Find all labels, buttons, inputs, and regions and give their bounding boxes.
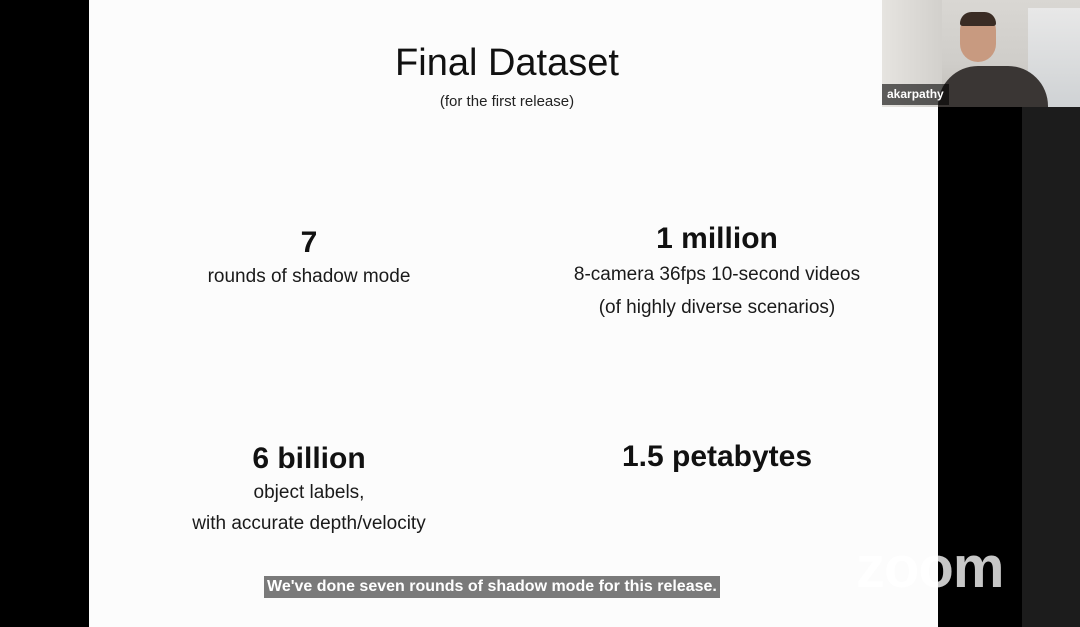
stat-description: rounds of shadow mode [207, 266, 411, 287]
stat-value: 1 million [656, 222, 778, 255]
stat-description: object labels, [253, 482, 365, 503]
stat-description: with accurate depth/velocity [192, 513, 426, 534]
stat-value: 7 [300, 226, 318, 259]
zoom-watermark-logo: zoom [856, 535, 1004, 600]
stat-value: 1.5 petabytes [621, 440, 813, 473]
participant-name-tag: akarpathy [882, 84, 949, 105]
closed-caption: We've done seven rounds of shadow mode for this release. [264, 576, 720, 598]
slide-subtitle: (for the first release) [439, 93, 575, 110]
stat-videos [519, 224, 915, 320]
stat-rounds [149, 228, 469, 289]
stat-value: 6 billion [252, 442, 366, 475]
shared-slide [89, 0, 938, 627]
stat-description: (of highly diverse scenarios) [598, 297, 836, 318]
stat-storage [569, 442, 865, 472]
participant-hair [960, 12, 996, 26]
stat-labels [129, 444, 489, 536]
slide-title: Final Dataset [395, 42, 619, 84]
stat-description: 8-camera 36fps 10-second videos [573, 264, 861, 285]
